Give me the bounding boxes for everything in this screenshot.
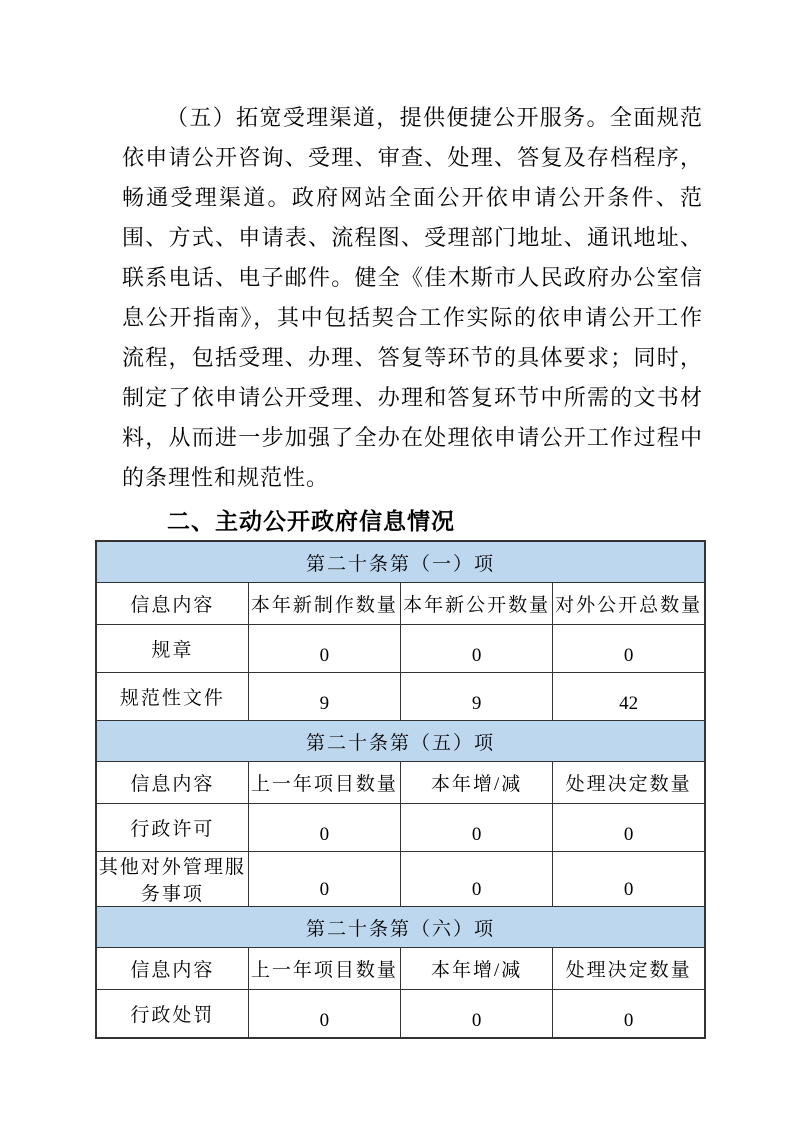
cell-value: 9 [248,673,400,721]
column-header: 上一年项目数量 [248,948,400,990]
row-label: 规范性文件 [96,673,248,721]
body-paragraph: （五）拓宽受理渠道，提供便捷公开服务。全面规范依申请公开咨询、受理、审查、处理、答复及存档程序，畅通受理渠道。政府网站全面公开依申请公开条件、范围、方式、申请表、流程图、受理部门地址、通讯地址、联系电话、电子邮件。健全《佳木斯市人民政府办公室信息公开指南》，其中包括契合工作实际的依申请公开工作流程，包括受理、办理、答复等环节的具体要求；同时，制定了依申请公开受理、办理和答复环节中所需的文书材料，从而进一步加强了全办在处理依申请公开工作过程中的条理性和规范性。 [122,105,703,490]
table-row [96,804,705,852]
table-row [96,852,705,907]
table-header-row [96,948,705,990]
cell-value: 0 [248,852,400,907]
cell-value: 0 [401,990,553,1039]
column-header: 信息内容 [96,762,248,804]
cell-value: 0 [401,804,553,852]
column-header: 信息内容 [96,948,248,990]
section-band-article20-item1 [96,541,705,583]
section-band-article20-item6 [96,907,705,948]
cell-value: 9 [401,673,553,721]
section-band-title: 第二十条第（一）项 [96,541,705,583]
table-row [96,625,705,673]
column-header: 信息内容 [96,583,248,625]
cell-value: 0 [248,990,400,1039]
cell-value: 42 [553,673,705,721]
row-label: 行政处罚 [96,990,248,1039]
cell-value: 0 [401,852,553,907]
cell-value: 0 [553,990,705,1039]
column-header: 本年新公开数量 [401,583,553,625]
column-header: 处理决定数量 [553,948,705,990]
row-label: 行政许可 [96,804,248,852]
column-header: 上一年项目数量 [248,762,400,804]
column-header: 处理决定数量 [553,762,705,804]
column-header: 本年新制作数量 [248,583,400,625]
column-header: 本年增/减 [401,948,553,990]
cell-value: 0 [248,804,400,852]
section-band-article20-item5 [96,721,705,762]
column-header: 本年增/减 [401,762,553,804]
table-header-row [96,762,705,804]
cell-value: 0 [553,804,705,852]
cell-value: 0 [248,625,400,673]
section-band-title: 第二十条第（六）项 [96,907,705,948]
section-band-title: 第二十条第（五）项 [96,721,705,762]
row-label: 其他对外管理服务事项 [96,852,248,907]
gov-info-table [95,540,706,1039]
cell-value: 0 [401,625,553,673]
table-row [96,673,705,721]
column-header: 对外公开总数量 [553,583,705,625]
section-heading: 二、主动公开政府信息情况 [167,508,455,534]
cell-value: 0 [553,852,705,907]
table-row [96,990,705,1039]
table-header-row [96,583,705,625]
cell-value: 0 [553,625,705,673]
row-label: 规章 [96,625,248,673]
